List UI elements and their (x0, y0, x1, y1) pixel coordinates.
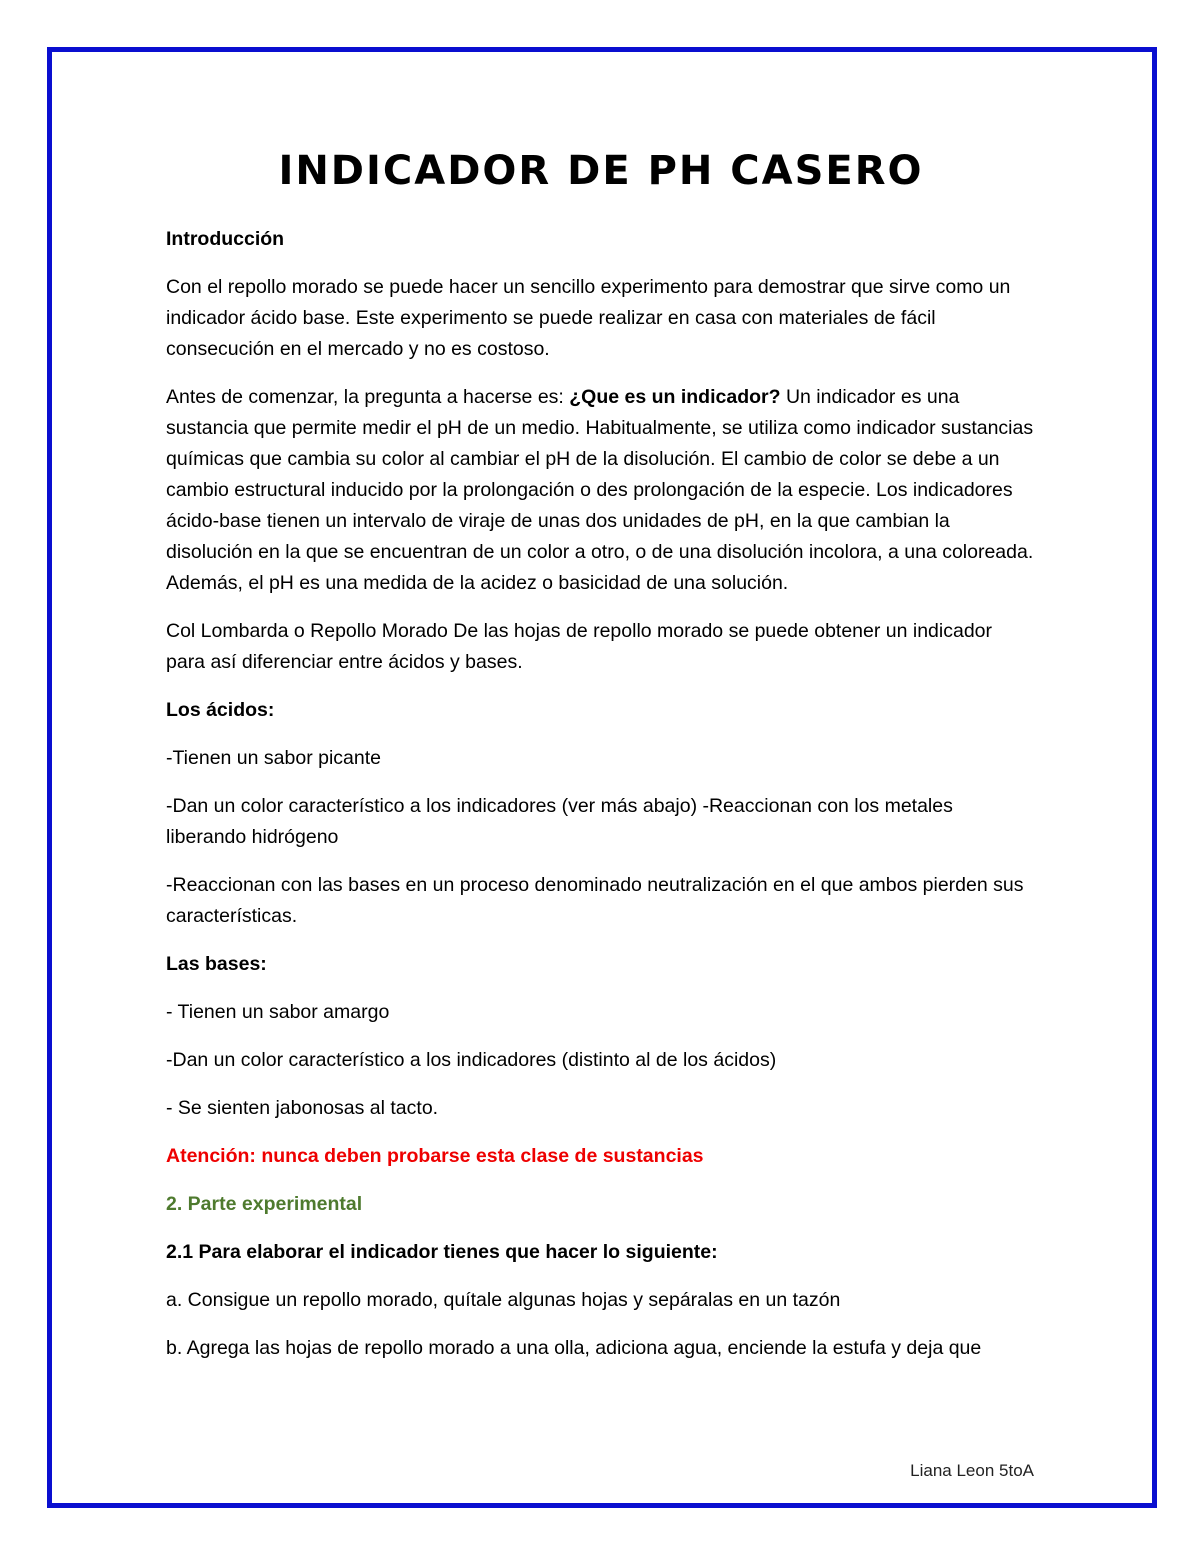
document-title: INDICADOR DE PH CASERO (278, 148, 924, 194)
indicator-paragraph (166, 382, 1036, 599)
acids-item-1: -Tienen un sabor picante (166, 747, 381, 769)
step-a: a. Consigue un repollo morado, quítale algunas hojas y sepáralas en un tazón (166, 1289, 841, 1311)
indicator-question: ¿Que es un indicador? (569, 386, 781, 408)
intro-heading: Introducción (166, 228, 285, 250)
bases-item-3: - Se sienten jabonosas al tacto. (166, 1097, 439, 1119)
bases-item-1: - Tienen un sabor amargo (166, 1001, 390, 1023)
intro-paragraph: Con el repollo morado se puede hacer un sencillo experimento para demostrar que sirve como un indicador ácido base. Este experimento se puede realizar en casa con materiales de fácil consecución en el mercado y no es costoso. (166, 276, 1011, 360)
warning-text: Atención: nunca deben probarse esta clase de sustancias (166, 1145, 704, 1167)
red-cabbage-paragraph: Col Lombarda o Repollo Morado De las hojas de repollo morado se puede obtener un indicador para así diferenciar entre ácidos y bases. (166, 620, 993, 673)
acids-item-2: -Dan un color característico a los indicadores (ver más abajo) -Reaccionan con los metales liberando hidrógeno (166, 795, 953, 848)
section-2-heading: 2. Parte experimental (166, 1193, 363, 1215)
document-body (166, 140, 1036, 1381)
step-b: b. Agrega las hojas de repollo morado a una olla, adiciona agua, enciende la estufa y deja que (166, 1337, 982, 1359)
footer-author: Liana Leon 5toA (910, 1461, 1034, 1480)
bases-item-2: -Dan un color característico a los indicadores (distinto al de los ácidos) (166, 1049, 777, 1071)
section-2-1-heading: 2.1 Para elaborar el indicador tienes que hacer lo siguiente: (166, 1241, 718, 1263)
indicator-paragraph-lead: Antes de comenzar, la pregunta a hacerse es: (166, 386, 570, 408)
indicator-paragraph-body: Un indicador es una sustancia que permite medir el pH de un medio. Habitualmente, se utiliza como indicador sustancias químicas que cambia su color al cambiar el pH de la disolución. El cambio de color se debe a un cambio estructural inducido por la prolongación o des prolongación de la especie. Los indicadores ácido-base tienen un intervalo de viraje de unas dos unidades de pH, en la que cambian la disolución en la que se encuentran de un color a otro, o de una disolución incolora, a una coloreada. Además, el pH es una medida de la acidez o basicidad de una solución. (166, 386, 1034, 594)
acids-item-3: -Reaccionan con las bases en un proceso denominado neutralización en el que ambos pierden sus características. (166, 874, 1024, 927)
bases-heading: Las bases: (166, 953, 267, 975)
acids-heading: Los ácidos: (166, 699, 275, 721)
